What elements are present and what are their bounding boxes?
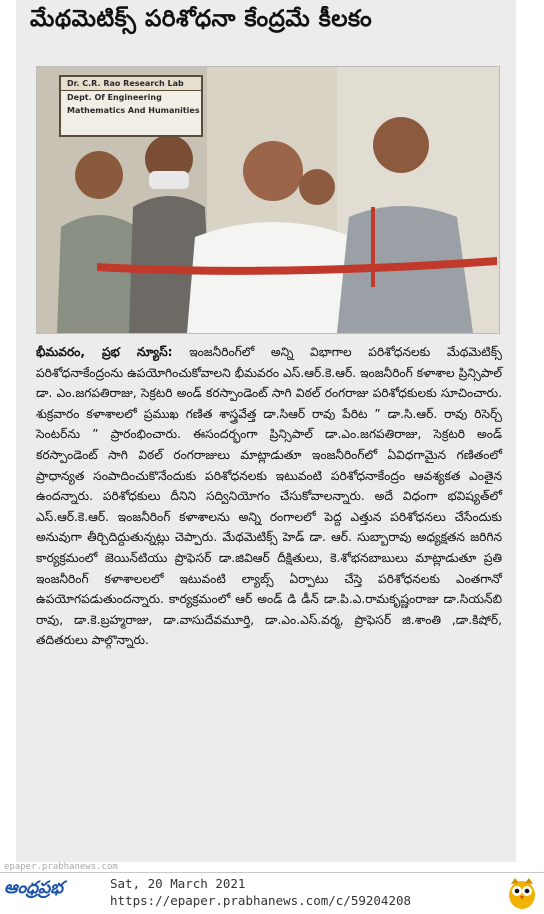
article-body [36,342,502,651]
headline: మేథమెటిక్స్ పరిశోధనా కేంద్రమే కీలకం [30,6,373,32]
lab-signboard [59,75,203,137]
article-photo[interactable] [36,66,500,334]
ghost-url: epaper.prabhanews.com [4,862,118,872]
dateline: భీమవరం, ప్రభ న్యూస్: [36,345,173,359]
prabha-logo[interactable]: ఆంధ్రప్రభ [4,878,64,898]
article-text: ఇంజనీరింగ్‌లో అన్ని విభాగాల పరిశోధనలకు మేథమెటిక్స్ పరిశోధనాకేంద్రంను ఉపయోగించుకోవాలని భీమవరం ఎస్.ఆర్.కె.ఆర్. ఇంజనీరింగ్ కళాశాల ప్రిన్సిపాల్ డా. ఎం.జగపతిరాజు, సెక్రటరి అండ్ కరస్పాండెంట్ సాగి విఠల్ రంగరాజు పరిశోధకులకు సూచించారు. శుక్రవారం కళాశాలలో ప్రముఖ గణిత శాస్త్రవేత్త డా.సిఆర్ రావు పేరిట ” డా.సి.ఆర్. రావు రిసెర్చ్ సెంటర్‌ను ” ప్రారంభించారు. ఈసందర్భంగా ప్రిన్సిపాల్ డా.ఎం.జగపతిరాజు, సెక్రటరి అండ్ కరస్పాండెంట్ సాగి విఠల్ రంగరాజులు మాట్లాడుతూ ఇంజనీరింగ్‌లో ఏవిధగామైన గణితంలో ప్రాధాన్యత సంపాదించుకొనేందుకు పరిశోధనలకు ఇటువంటి పరిశోధనాకేంద్రం ఆవశ్యకత ఎంతైన ఉందన్నారు. పరిశోధకులు దీనిని సద్వినియోగం చేసుకోవాలన్నారు. అదే విధంగా భవిష్యత్‌లో ఎస్.ఆర్.కె.ఆర్. ఇంజనీరింగ్ కళాశాలను అన్ని రంగాలలో పెద్ద ఎత్తున పరిశోధనలు చేసేందుకు అనువుగా తీర్చిదిద్దుతున్నట్లు చెప్పారు. మేథమెటిక్స్ హెడ్ డా. ఆర్. సుబ్బారావు అధ్యక్షతన జరిగిన కార్యక్రమంలో జెయిన్‌టియు ప్రొఫెసర్ డా.జివిఆర్ దీక్షితులు, కె.శోభనబాబులు మాట్లాడుతూ ప్రతి ఇంజనీరింగ్ కళాశాలలలో ఇటువంటి ల్యాబ్స్ ఏర్పాటు చేస్తె పరిశోధనలకు ఎంతగానో ఉపయోగపడుతుందన్నారు. కార్యక్రమంలో ఆర్ అండ్ డి డీన్ డా.పి.ఎ.రామకృష్ణంరాజు డా.సియన్‌బి రావు, డా.కె.బ్రహ్మరాజు, డా.వాసుదేవమూర్తి, డా.ఎం.ఎస్.వర్మ, ప్రొఫెసర్ జి.శాంతి ,డా.కిషోర్, తదితరులు పాల్గొన్నారు. [36,345,503,648]
owl-icon[interactable] [506,876,538,910]
article-paragraph [36,342,502,651]
sign-department: Dept. Of Engineering [67,93,162,102]
footer-divider [0,872,544,873]
edition-date: Sat, 20 March 2021 [110,876,246,891]
sign-subjects: Mathematics And Humanities [67,106,200,115]
sign-lab-name: Dr. C.R. Rao Research Lab [61,77,201,91]
epaper-link[interactable]: https://epaper.prabhanews.com/c/59204208 [110,893,412,908]
